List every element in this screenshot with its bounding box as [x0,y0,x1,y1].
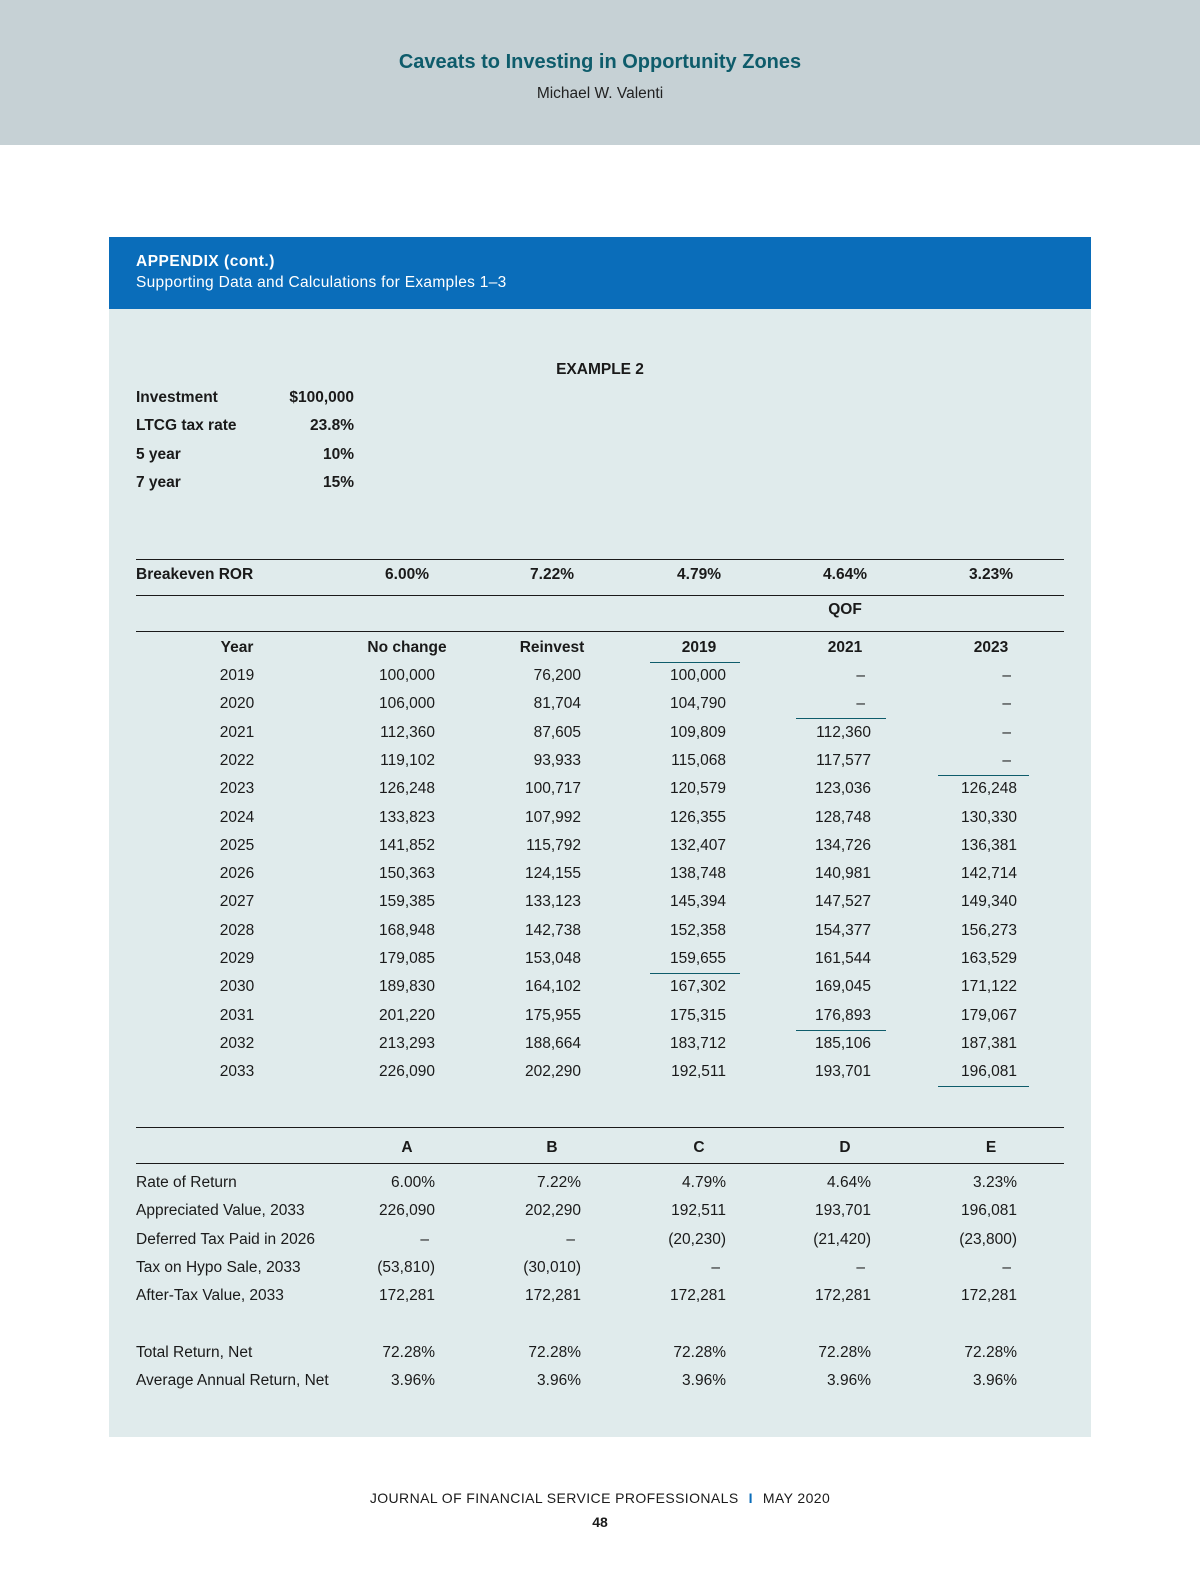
value-cell: 164,102 [524,978,581,996]
net-value: 3.96% [391,1372,435,1390]
value-cell: 124,155 [524,865,581,883]
summary-value: 202,290 [524,1202,581,1220]
summary-value: 4.79% [682,1174,726,1191]
breakeven-value: 3.23% [969,566,1013,583]
net-value: 3.96% [537,1372,581,1390]
summary-value: (30,010) [523,1258,581,1276]
value-cell: 159,655 [669,950,726,967]
dash-cell: – [1002,695,1011,713]
dash-cell: – [711,1258,720,1276]
dash-cell: – [856,695,865,713]
start-marker [796,718,886,719]
net-value: 3.96% [682,1372,726,1390]
dash-cell: – [1002,723,1011,741]
net-row-label: Average Annual Return, Net [136,1372,329,1390]
value-cell: 196,081 [960,1063,1017,1081]
table-rule [136,631,1064,632]
summary-value: 193,701 [814,1202,871,1220]
assumption-label: 7 year [136,473,181,491]
summary-value: (21,420) [813,1230,871,1248]
value-cell: 112,360 [816,723,871,741]
year-cell: 2025 [219,836,255,854]
assumption-value: 10% [322,445,354,463]
value-cell: 226,090 [378,1063,435,1081]
dash-cell: – [856,667,865,684]
start-marker [650,662,740,663]
summary-value: 3.23% [973,1174,1017,1191]
value-cell: 187,381 [960,1034,1017,1052]
start-marker [938,775,1029,776]
value-cell: 142,714 [960,865,1017,883]
value-cell: 152,358 [669,921,726,939]
value-cell: 115,068 [671,751,726,769]
value-cell: 130,330 [960,808,1017,826]
dash-cell: – [1002,751,1011,769]
summary-row-label: After-Tax Value, 2033 [136,1287,284,1305]
summary-value: 196,081 [960,1202,1017,1220]
value-cell: 120,579 [669,780,726,798]
year-cell: 2024 [219,808,255,826]
value-cell: 154,377 [814,921,871,939]
value-cell: 163,529 [960,950,1017,967]
value-cell: 141,852 [378,836,435,854]
dash-cell: – [420,1230,429,1248]
value-cell: 133,123 [524,893,581,911]
year-cell: 2033 [219,1063,255,1081]
column-header: Year [220,639,254,656]
net-value: 72.28% [528,1344,581,1361]
article-author: Michael W. Valenti [536,85,664,102]
value-cell: 147,527 [814,893,871,911]
assumption-label: Investment [136,389,218,406]
summary-value: (23,800) [959,1230,1017,1248]
value-cell: 109,809 [669,723,726,741]
value-cell: 112,360 [380,723,435,741]
value-cell: 149,340 [960,893,1017,911]
value-cell: 138,748 [669,865,726,883]
summary-column-header: A [401,1139,413,1156]
breakeven-value: 7.22% [530,566,574,583]
page-footer [0,1490,1200,1506]
column-header: 2019 [681,639,717,656]
value-cell: 183,712 [669,1034,726,1052]
value-cell: 119,102 [380,751,435,769]
value-cell: 188,664 [524,1034,581,1052]
qof-label: QOF [828,601,862,618]
value-cell: 213,293 [378,1034,435,1052]
value-cell: 106,000 [378,695,435,713]
summary-value: 7.22% [537,1174,581,1191]
value-cell: 81,704 [533,695,581,713]
year-cell: 2030 [219,978,255,996]
value-cell: 100,000 [669,667,726,684]
breakeven-value: 6.00% [385,566,429,583]
year-cell: 2021 [219,723,255,741]
assumption-label: LTCG tax rate [136,417,237,435]
value-cell: 161,544 [814,950,871,967]
summary-row-label: Deferred Tax Paid in 2026 [136,1230,315,1248]
value-cell: 100,717 [524,780,581,798]
summary-value: 172,281 [524,1287,581,1305]
breakeven-label: Breakeven ROR [136,566,254,583]
appendix-subtitle: Supporting Data and Calculations for Examples 1–3 [136,274,507,291]
value-cell: 93,933 [533,751,581,769]
breakeven-value: 4.64% [823,566,867,583]
value-cell: 126,355 [669,808,726,826]
table-rule [136,595,1064,596]
issue-date: MAY 2020 [762,1490,831,1506]
value-cell: 156,273 [960,921,1017,939]
summary-value: 192,511 [671,1202,726,1220]
value-cell: 192,511 [671,1063,726,1081]
summary-value: (20,230) [668,1230,726,1248]
value-cell: 126,248 [960,780,1017,798]
value-cell: 115,792 [526,836,581,854]
year-cell: 2020 [219,695,255,713]
example-title: EXAMPLE 2 [556,361,644,378]
dash-cell: – [566,1230,575,1248]
summary-value: 172,281 [814,1287,871,1305]
value-cell: 185,106 [814,1034,871,1052]
summary-value: (53,810) [377,1258,435,1276]
net-value: 72.28% [382,1344,435,1361]
value-cell: 153,048 [524,950,581,967]
column-header: Reinvest [519,639,585,656]
net-value: 72.28% [964,1344,1017,1361]
value-cell: 123,036 [814,780,871,798]
summary-column-header: D [839,1139,851,1156]
summary-value: 172,281 [960,1287,1017,1305]
table-rule [136,559,1064,560]
assumption-value: 23.8% [310,417,354,435]
value-cell: 117,577 [816,751,871,769]
summary-value: 172,281 [378,1287,435,1305]
year-cell: 2027 [219,893,255,911]
dash-cell: – [1002,1258,1011,1276]
value-cell: 175,315 [669,1006,726,1024]
year-cell: 2028 [219,921,255,939]
value-cell: 100,000 [378,667,435,684]
year-cell: 2022 [219,751,255,769]
value-cell: 201,220 [378,1006,435,1024]
value-cell: 134,726 [814,836,871,854]
value-cell: 133,823 [378,808,435,826]
summary-row-label: Rate of Return [136,1174,237,1191]
appendix-header [109,237,1091,309]
year-cell: 2029 [219,950,255,967]
journal-name: JOURNAL OF FINANCIAL SERVICE PROFESSIONALS [369,1490,739,1506]
summary-column-header: B [546,1139,558,1156]
value-cell: 175,955 [524,1006,581,1024]
appendix-panel [109,237,1091,1437]
value-cell: 128,748 [814,808,871,826]
column-header: No change [367,639,447,656]
table-rule [136,1127,1064,1128]
value-cell: 126,248 [378,780,435,798]
year-cell: 2031 [219,1006,255,1024]
value-cell: 176,893 [814,1006,871,1024]
summary-column-header: C [693,1139,705,1156]
value-cell: 169,045 [814,978,871,996]
summary-value: 6.00% [391,1174,435,1191]
net-value: 72.28% [818,1344,871,1361]
page-number: 48 [592,1514,608,1530]
value-cell: 189,830 [378,978,435,996]
footer-separator: I [748,1490,753,1506]
summary-value: 4.64% [827,1174,871,1191]
net-value: 72.28% [673,1344,726,1361]
value-cell: 136,381 [960,836,1017,854]
summary-value: 172,281 [669,1287,726,1305]
assumption-label: 5 year [136,445,181,463]
value-cell: 179,067 [960,1006,1017,1024]
value-cell: 140,981 [814,865,871,883]
year-cell: 2023 [219,780,255,798]
net-value: 3.96% [827,1372,871,1390]
value-cell: 168,948 [378,921,435,939]
net-value: 3.96% [973,1372,1017,1390]
value-cell: 179,085 [378,950,435,967]
year-cell: 2032 [219,1034,255,1052]
value-cell: 150,363 [378,865,435,883]
value-cell: 145,394 [669,893,726,911]
value-cell: 76,200 [533,667,581,684]
value-cell: 193,701 [814,1063,871,1081]
column-header: 2021 [827,639,863,656]
end-marker [796,1030,886,1031]
value-cell: 167,302 [669,978,726,996]
year-cell: 2026 [219,865,255,883]
column-header: 2023 [973,639,1009,656]
summary-row-label: Appreciated Value, 2033 [136,1202,305,1220]
appendix-label: APPENDIX (cont.) [136,253,275,270]
dash-cell: – [1002,667,1011,684]
summary-row-label: Tax on Hypo Sale, 2033 [136,1258,301,1276]
breakeven-value: 4.79% [677,566,721,583]
summary-value: 226,090 [378,1202,435,1220]
value-cell: 132,407 [669,836,726,854]
page-header [0,0,1200,145]
end-marker [938,1086,1029,1087]
article-title: Caveats to Investing in Opportunity Zones [398,51,802,73]
value-cell: 142,738 [524,921,581,939]
value-cell: 202,290 [524,1063,581,1081]
value-cell: 104,790 [669,695,726,713]
value-cell: 171,122 [960,978,1017,996]
end-marker [650,973,740,974]
table-rule [136,1163,1064,1164]
assumption-value: $100,000 [289,389,354,406]
value-cell: 87,605 [533,723,581,741]
summary-column-header: E [985,1139,997,1156]
dash-cell: – [856,1258,865,1276]
assumption-value: 15% [322,473,354,491]
value-cell: 159,385 [378,893,435,911]
year-cell: 2019 [219,667,255,684]
value-cell: 107,992 [524,808,581,826]
net-row-label: Total Return, Net [136,1344,253,1361]
